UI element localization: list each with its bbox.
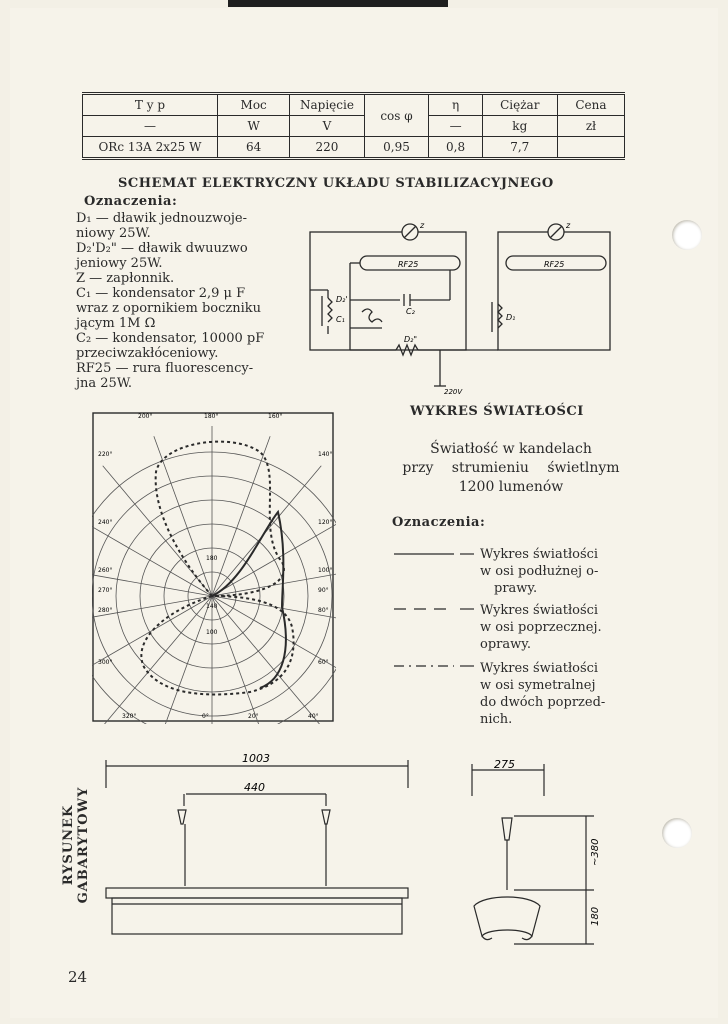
circuit-schematic	[300, 218, 620, 398]
table-header-cell: Cena	[557, 94, 624, 116]
table-unit-cell: zł	[557, 116, 624, 137]
legend-text: nich.	[480, 712, 513, 727]
polar-light-distribution-diagram	[92, 412, 336, 724]
angle-label: 180°	[204, 413, 219, 420]
table-unit-cell: kg	[482, 116, 557, 137]
angle-label: 320°	[122, 713, 137, 720]
legend-line: wraz z opornikiem boczniku	[76, 301, 262, 316]
transverse-axis-curve	[156, 442, 284, 596]
table-unit-cell: W	[217, 116, 290, 137]
legend-line: niowy 25W.	[76, 226, 151, 241]
ring-label: 180	[206, 555, 218, 562]
d1-label: D₁	[506, 313, 516, 322]
table-header-cell: Moc	[217, 94, 290, 116]
tube-label: RF25	[398, 260, 419, 269]
polar-spoke	[154, 596, 212, 724]
starter-label: z	[420, 221, 425, 230]
legend-line: RF25 — rura fluorescency-	[76, 361, 254, 376]
legend-line: C₁ — kondensator 2,9 μ F	[76, 286, 246, 301]
table-header-cell: η	[429, 94, 482, 116]
binder-hole-bottom	[662, 818, 692, 848]
photometry-caption	[396, 440, 626, 497]
table-header-cell: cos φ	[364, 94, 429, 137]
table-header-row	[83, 94, 625, 116]
legend-text: do dwóch poprzed-	[480, 695, 606, 710]
d2a-label: D₂'	[336, 295, 348, 304]
legend-text: w osi podłużnej o-	[480, 564, 599, 579]
polar-spoke	[212, 436, 270, 596]
angle-label: 270°	[98, 587, 113, 594]
spec-table	[82, 92, 625, 160]
angle-label: 240°	[98, 519, 113, 526]
starter-label: z	[566, 221, 571, 230]
table-unit-row	[83, 116, 625, 137]
schematic-legend-title: Oznaczenia:	[84, 194, 178, 209]
caption-line: przy strumieniu świetlnym	[402, 460, 620, 476]
d2b-label: D₂"	[404, 335, 418, 344]
angle-label: 280°	[98, 607, 113, 614]
legend-line: jeniowy 25W.	[76, 256, 163, 271]
tube-label: RF25	[544, 260, 565, 269]
legend-line: C₂ — kondensator, 10000 pF	[76, 331, 265, 346]
c1-label: C₁	[336, 315, 345, 324]
side-title-wrapper	[60, 734, 90, 954]
legend-text: Wykres światłości	[480, 603, 599, 618]
legend-line-samples	[392, 546, 482, 676]
legend-line: D₁ — dławik jednouzwoje-	[76, 211, 248, 226]
legend-text: prawy.	[494, 581, 538, 596]
legend-entry-dashdot	[480, 660, 605, 728]
angle-label: 100°	[318, 567, 333, 574]
table-cell: 220	[290, 137, 364, 159]
legend-text: w osi symetralnej	[480, 678, 596, 693]
table-unit-cell: —	[83, 116, 218, 137]
angle-label: 120°	[318, 519, 333, 526]
table-header-cell: T y p	[83, 94, 218, 116]
table-cell: 64	[217, 137, 290, 159]
legend-text: Wykres światłości	[480, 547, 599, 562]
photometry-title: WYKRES ŚWIATŁOŚCI	[410, 404, 584, 419]
table-cell: 0,95	[364, 137, 429, 159]
polar-spoke	[103, 596, 212, 724]
spacing-dimension: 440	[244, 781, 265, 794]
caption-line: Światłość w kandelach	[430, 441, 592, 457]
polar-ring	[92, 452, 336, 724]
legend-line: Z — zapłonnik.	[76, 271, 175, 286]
table-row	[83, 137, 625, 159]
side-title: RYSUNEK GABARYTOWY	[61, 786, 91, 904]
legend-text: Wykres światłości	[480, 661, 599, 676]
table-cell: 0,8	[429, 137, 482, 159]
table-header-cell: Napięcie	[290, 94, 364, 116]
angle-label: 20°	[248, 713, 259, 720]
legend-text: w osi poprzecznej.	[480, 620, 602, 635]
legend-line: D₂'D₂" — dławik dwuuzwo	[76, 241, 248, 256]
binder-hole-top	[672, 220, 702, 250]
table-unit-cell: —	[429, 116, 482, 137]
ring-label: 140	[206, 603, 218, 610]
legend-line: przeciwzakłóceniowy.	[76, 346, 219, 361]
angle-label: 260°	[98, 567, 113, 574]
angle-label: 80°	[318, 607, 329, 614]
height-dimension: ~380	[590, 838, 601, 866]
angle-label: 40°	[308, 713, 319, 720]
longitudinal-axis-curve	[212, 512, 286, 688]
legend-entry-dashed	[480, 602, 602, 653]
legend-line: jącym 1M Ω	[76, 316, 156, 331]
front-view-drawing	[96, 748, 426, 948]
length-dimension: 1003	[242, 752, 270, 765]
c2-label: C₂	[406, 307, 415, 316]
angle-label: 140°	[318, 451, 333, 458]
angle-label: 300°	[98, 659, 113, 666]
table-cell: ORc 13A 2x25 W	[83, 137, 218, 159]
schematic-title: SCHEMAT ELEKTRYCZNY UKŁADU STABILIZACYJNEGO	[118, 176, 554, 191]
polar-spoke	[212, 596, 270, 724]
schematic-legend	[76, 211, 264, 391]
caption-line: 1200 lumenów	[458, 479, 564, 495]
width-dimension: 275	[494, 758, 515, 771]
depth-dimension: 180	[590, 906, 601, 926]
legend-line: jna 25W.	[76, 376, 133, 391]
table-unit-cell: V	[290, 116, 364, 137]
polar-spoke	[212, 596, 321, 724]
angle-label: 0°	[202, 713, 209, 720]
table-header-cell: Ciężar	[482, 94, 557, 116]
page-number: 24	[68, 968, 88, 986]
ring-label: 100	[206, 629, 218, 636]
polar-spoke	[154, 436, 212, 596]
legend-text: oprawy.	[480, 637, 531, 652]
scan-top-bar	[228, 0, 448, 7]
angle-label: 60°	[318, 659, 329, 666]
supply-label: 220V	[444, 388, 463, 396]
legend-entry-solid	[480, 546, 598, 597]
table-cell	[557, 137, 624, 159]
table-cell: 7,7	[482, 137, 557, 159]
angle-label: 200°	[138, 413, 153, 420]
photometry-legend-title: Oznaczenia:	[392, 515, 486, 530]
side-view-drawing	[464, 756, 614, 956]
angle-label: 220°	[98, 451, 113, 458]
angle-label: 160°	[268, 413, 283, 420]
angle-label: 90°	[318, 587, 329, 594]
